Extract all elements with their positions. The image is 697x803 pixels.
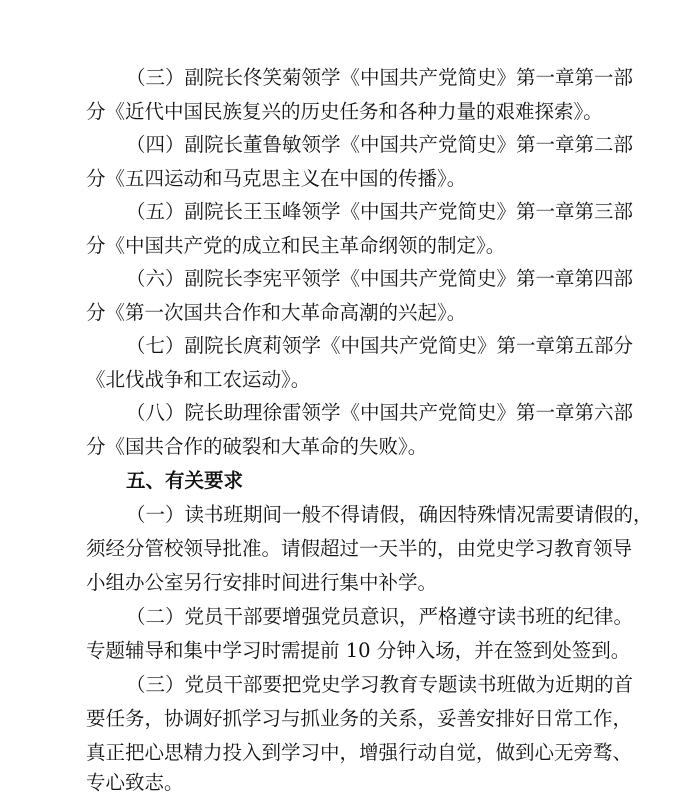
reading-5-line-1: （五）副院长王玉峰领学《中国共产党简史》第一章第三部 xyxy=(126,200,634,223)
reading-7-line-2: 《北伐战争和工农运动》。 xyxy=(86,368,311,391)
requirement-1-line-2: 须经分管校领导批准。请假超过一天半的，由党史学习教育领导 xyxy=(86,537,633,560)
requirement-2-line-1: （二）党员干部要增强党员意识，严格遵守读书班的纪律。 xyxy=(126,605,634,628)
reading-5-line-2: 分《中国共产党的成立和民主革命纲领的制定》。 xyxy=(86,234,506,257)
reading-6-line-2: 分《第一次国共合作和大革命高潮的兴起》。 xyxy=(86,301,467,324)
requirement-3-line-1: （三）党员干部要把党史学习教育专题读书班做为近期的首 xyxy=(126,673,634,696)
requirement-2-line-2: 专题辅导和集中学习时需提前 10 分钟入场，并在签到处签到。 xyxy=(86,639,631,662)
requirement-3-line-4: 专心致志。 xyxy=(86,771,184,794)
requirement-3-line-3: 真正把心思精力投入到学习中，增强行动自觉，做到心无旁骛、 xyxy=(86,741,633,764)
reading-3-line-1: （三）副院长佟笑菊领学《中国共产党简史》第一章第一部 xyxy=(126,66,634,89)
reading-4-line-2: 分《五四运动和马克思主义在中国的传播》。 xyxy=(86,167,467,190)
reading-6-line-1: （六）副院长李宪平领学《中国共产党简史》第一章第四部 xyxy=(126,267,634,290)
reading-3-line-2: 分《近代中国民族复兴的历史任务和各种力量的艰难探索》。 xyxy=(86,100,603,123)
section-heading: 五、有关要求 xyxy=(126,469,244,492)
requirement-1-line-1: （一）读书班期间一般不得请假，确因特殊情况需要请假的， xyxy=(126,503,653,526)
reading-7-line-1: （七）副院长庹莉领学《中国共产党简史》第一章第五部分 xyxy=(126,334,634,357)
requirement-3-line-2: 要任务，协调好抓学习与抓业务的关系，妥善安排好日常工作， xyxy=(86,707,633,730)
requirement-1-line-3: 小组办公室另行安排时间进行集中补学。 xyxy=(86,571,438,594)
reading-8-line-2: 分《国共合作的破裂和大革命的失败》。 xyxy=(86,435,428,458)
reading-8-line-1: （八）院长助理徐雷领学《中国共产党简史》第一章第六部 xyxy=(126,401,634,424)
reading-4-line-1: （四）副院长董鲁敏领学《中国共产党简史》第一章第二部 xyxy=(126,133,634,156)
